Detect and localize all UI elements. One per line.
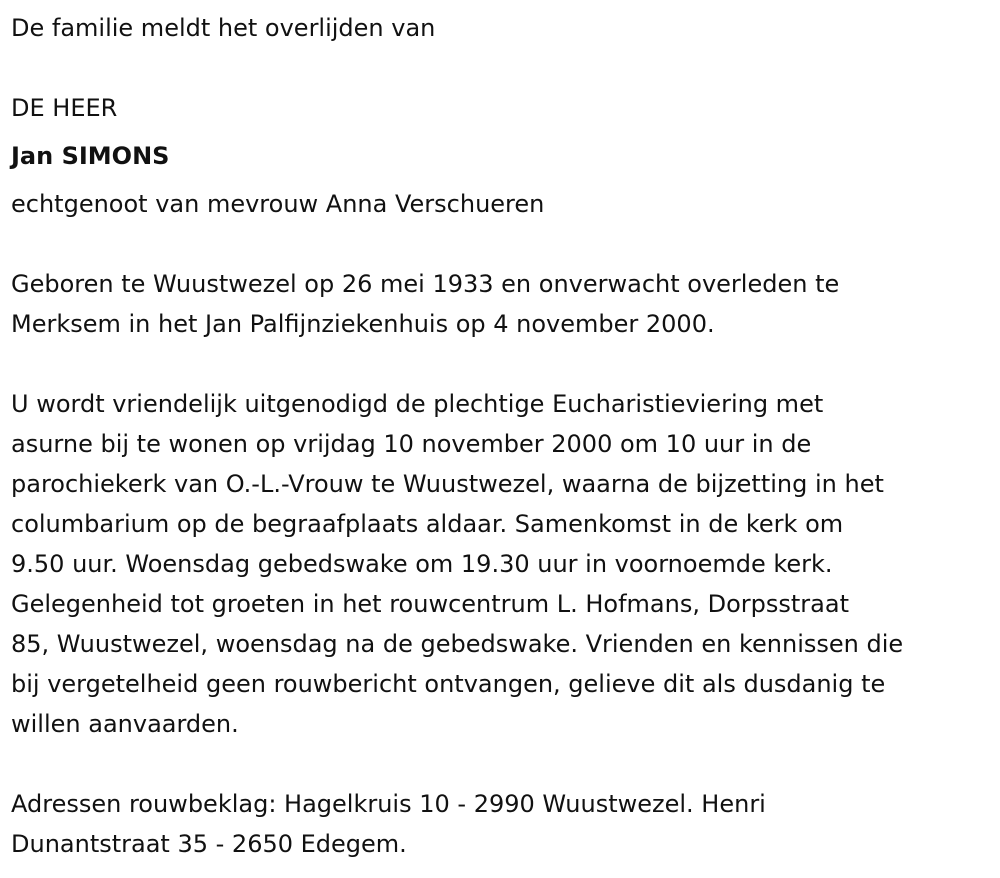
paragraph-line: 85, Wuustwezel, woensdag na de gebedswake. Vrienden en kennissen die bbox=[11, 630, 904, 658]
paragraph-line: Adressen rouwbeklag: Hagelkruis 10 - 2990 Wuustwezel. Henri bbox=[11, 790, 766, 818]
paragraph-line: parochiekerk van O.-L.-Vrouw te Wuustwezel, waarna de bijzetting in het bbox=[11, 470, 884, 498]
paragraph-line: 9.50 uur. Woensdag gebedswake om 19.30 uur in voornoemde kerk. bbox=[11, 550, 833, 578]
death-notice bbox=[11, 8, 991, 864]
paragraph-line: Dunantstraat 35 - 2650 Edegem. bbox=[11, 830, 407, 858]
paragraph-line: bij vergetelheid geen rouwbericht ontvangen, gelieve dit als dusdanig te bbox=[11, 670, 886, 698]
honorific: DE HEER bbox=[11, 94, 118, 122]
paragraph-line: willen aanvaarden. bbox=[11, 710, 239, 738]
paragraph-line: columbarium op de begraafplaats aldaar. Samenkomst in de kerk om bbox=[11, 510, 844, 538]
deceased-name: Jan SIMONS bbox=[11, 142, 170, 170]
condolences-paragraph bbox=[11, 784, 991, 864]
paragraph-line: asurne bij te wonen op vrijdag 10 november 2000 om 10 uur in de bbox=[11, 430, 812, 458]
paragraph-line: Geboren te Wuustwezel op 26 mei 1933 en onverwacht overleden te bbox=[11, 270, 840, 298]
birth-death-paragraph bbox=[11, 264, 991, 344]
spouse-text: echtgenoot van mevrouw Anna Verschueren bbox=[11, 190, 545, 218]
paragraph-line: Merksem in het Jan Palfijnziekenhuis op 4 november 2000. bbox=[11, 310, 715, 338]
intro-text: De familie meldt het overlijden van bbox=[11, 14, 436, 42]
paragraph-line: U wordt vriendelijk uitgenodigd de plechtige Eucharistieviering met bbox=[11, 390, 824, 418]
paragraph-line: Gelegenheid tot groeten in het rouwcentrum L. Hofmans, Dorpsstraat bbox=[11, 590, 849, 618]
service-paragraph bbox=[11, 384, 991, 744]
